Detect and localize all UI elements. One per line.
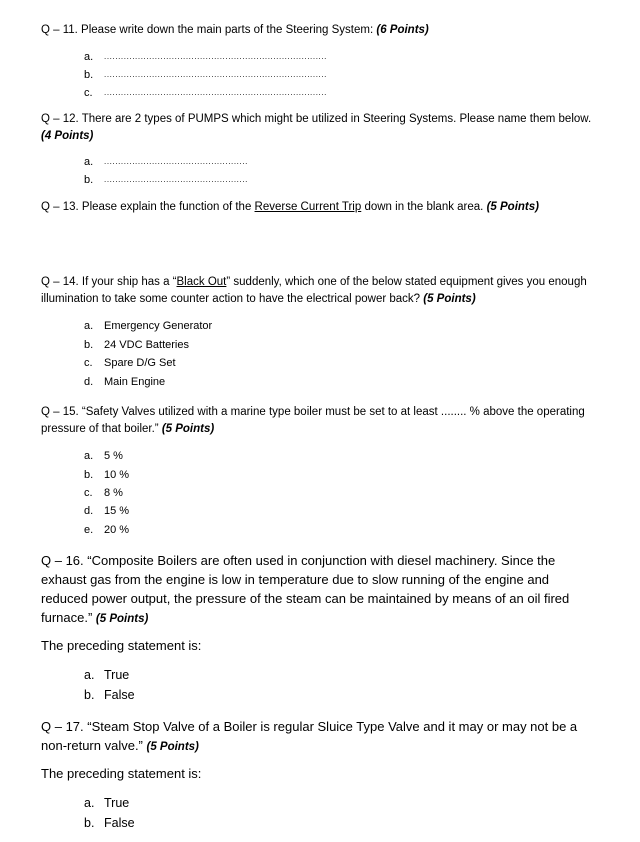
- answer-blank[interactable]: ...............................................................................: [104, 70, 327, 79]
- q11-option-letter: b.: [84, 69, 94, 81]
- q11-option-letter: a.: [84, 51, 94, 63]
- q15-option-text: 8 %: [104, 487, 123, 499]
- q12-option-letter: a.: [84, 156, 94, 168]
- question-17-text: Q – 17. “Steam Stop Valve of a Boiler is regular Sluice Type Valve and it may or may not be a non-return valve.”: [41, 719, 578, 753]
- question-14-points: (5 Points): [423, 293, 476, 305]
- question-17: [41, 717, 586, 757]
- q16-option-text: True: [104, 668, 130, 682]
- q14-option-letter: a.: [84, 320, 94, 332]
- question-17-points: (5 Points): [146, 741, 199, 753]
- question-16-text: Q – 16. “Composite Boilers are often used in conjunction with diesel machinery. Since the exhaust gas from the engine is low in temperature due to slow running of the engine and reduced power output, the pressure of the steam can be maintained by means of an oil fired furnace.”: [41, 553, 570, 625]
- q15-option-text: 10 %: [104, 469, 130, 481]
- question-15: [41, 404, 601, 438]
- q16-option-text: False: [104, 688, 135, 702]
- question-14-underlined: Black Out: [176, 276, 227, 288]
- question-11: [41, 22, 601, 39]
- q17-option-text: False: [104, 816, 135, 830]
- question-12-text: Q – 12. There are 2 types of PUMPS which might be utilized in Steering Systems. Please name them below.: [41, 113, 592, 125]
- q12-option-letter: b.: [84, 174, 94, 186]
- question-13-suffix: down in the blank area.: [361, 201, 487, 213]
- question-14: [41, 274, 601, 308]
- q14-option-text: Emergency Generator: [104, 320, 213, 332]
- question-13: [41, 199, 601, 216]
- answer-blank[interactable]: ...................................................: [104, 175, 248, 184]
- question-12-points: (4 Points): [41, 130, 94, 142]
- q17-option-letter: b.: [84, 816, 95, 830]
- q15-option-text: 15 %: [104, 505, 130, 517]
- question-16: [41, 551, 596, 629]
- q14-option-letter: d.: [84, 376, 94, 388]
- q14-option-letter: b.: [84, 339, 94, 351]
- q15-option-letter: b.: [84, 469, 94, 481]
- q14-option-letter: c.: [84, 357, 93, 369]
- q15-option-text: 5 %: [104, 450, 123, 462]
- q17-option-letter: a.: [84, 796, 95, 810]
- q15-option-letter: d.: [84, 505, 94, 517]
- q15-option-letter: c.: [84, 487, 93, 499]
- question-12: [41, 111, 601, 145]
- q16-option-letter: b.: [84, 688, 95, 702]
- q14-option-text: 24 VDC Batteries: [104, 339, 189, 351]
- q15-option-letter: e.: [84, 524, 94, 536]
- question-13-underlined: Reverse Current Trip: [254, 201, 362, 213]
- q14-option-text: Spare D/G Set: [104, 357, 176, 369]
- question-13-points: (5 Points): [486, 201, 539, 213]
- q14-option-text: Main Engine: [104, 376, 166, 388]
- question-14-text: Q – 14. If your ship has a “: [41, 276, 177, 288]
- q15-option-letter: a.: [84, 450, 94, 462]
- question-15-points: (5 Points): [161, 423, 215, 435]
- question-14-suffix: ” suddenly, which one of the below stated equipment gives you enough illumination to take some counter action to have the electrical power back?: [41, 276, 587, 305]
- q15-option-text: 20 %: [104, 524, 130, 536]
- question-17-preceding: The preceding statement is:: [41, 766, 202, 781]
- answer-blank[interactable]: ...............................................................................: [104, 52, 327, 61]
- answer-blank[interactable]: ...................................................: [104, 157, 248, 166]
- q16-option-letter: a.: [84, 668, 95, 682]
- question-16-points: (5 Points): [95, 613, 149, 625]
- q11-option-letter: c.: [84, 87, 93, 99]
- question-16-preceding: The preceding statement is:: [41, 638, 202, 653]
- answer-blank[interactable]: ...............................................................................: [104, 88, 327, 97]
- question-11-points: (6 Points): [376, 24, 429, 36]
- question-15-text: Q – 15. “Safety Valves utilized with a marine type boiler must be set to at least ........ % above the operating pressure of that boiler.”: [41, 406, 585, 435]
- question-11-text: Q – 11. Please write down the main parts of the Steering System:: [41, 24, 377, 36]
- q17-option-text: True: [104, 796, 130, 810]
- question-13-text: Q – 13. Please explain the function of the: [41, 201, 255, 213]
